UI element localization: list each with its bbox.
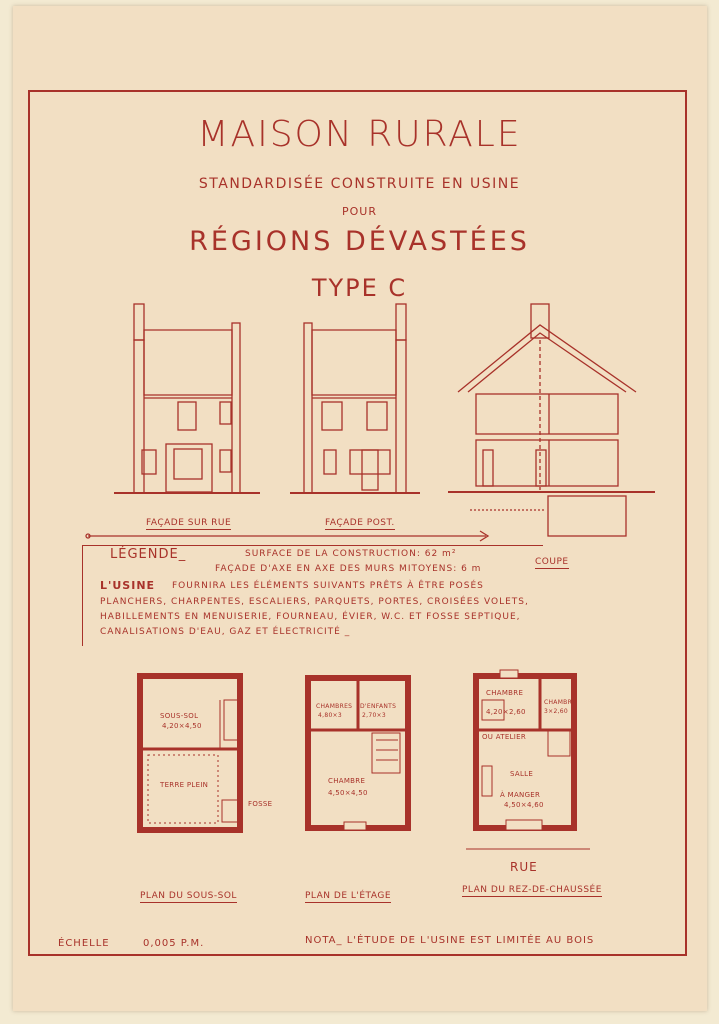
legend-surface: SURFACE DE LA CONSTRUCTION: 62 m² xyxy=(245,549,457,559)
legend-line-2: PLANCHERS, CHARPENTES, ESCALIERS, PARQUETS, PORTES, CROISÉES VOLETS, xyxy=(100,597,529,607)
room-atelier: OU ATELIER xyxy=(482,733,527,741)
room-chambre-etage: CHAMBRE xyxy=(328,777,366,785)
footer-nota: NOTA_ L'ÉTUDE DE L'USINE EST LIMITÉE AU BOIS xyxy=(305,935,595,946)
legend-usine-lead: L'USINE xyxy=(100,579,156,592)
caption-facade-rue: FAÇADE SUR RUE xyxy=(146,518,232,528)
caption-plan-rez: PLAN DU REZ-DE-CHAUSSÉE xyxy=(462,885,602,895)
plan-etage xyxy=(308,678,408,830)
room-chambres-dim: 4,80×3 xyxy=(318,712,343,719)
room-a-manger-dim: 4,50×4,60 xyxy=(504,801,544,809)
room-chambre-etage-dim: 4,50×4,50 xyxy=(328,789,368,797)
caption-coupe: COUPE xyxy=(535,557,569,567)
plan-sous-sol xyxy=(140,676,240,830)
plan-rez-de-chaussee xyxy=(466,670,590,849)
room-sous-sol-dim: 4,20×4,50 xyxy=(162,722,202,730)
section-coupe xyxy=(448,304,655,536)
label-rue: RUE xyxy=(510,860,538,874)
room-terre-plein: TERRE PLEIN xyxy=(160,781,209,789)
regions-heading: RÉGIONS DÉVASTÉES xyxy=(189,226,530,257)
legend-label: LÉGENDE_ xyxy=(110,547,187,562)
footer-scale: 0,005 P.M. xyxy=(143,938,205,949)
legend-usine-text: FOURNIRA LES ÉLÉMENTS SUIVANTS PRÊTS À ÊTRE POSÉS xyxy=(172,581,484,591)
room-enfants-dim: 2,70×3 xyxy=(362,712,387,719)
room-chambre-rez-2-dim: 3×2,60 xyxy=(544,708,569,715)
caption-plan-sous-sol: PLAN DU SOUS-SOL xyxy=(140,891,237,901)
caption-plan-etage: PLAN DE L'ÉTAGE xyxy=(305,891,392,901)
subtitle: STANDARDISÉE CONSTRUITE EN USINE xyxy=(198,176,521,192)
room-chambre-rez-dim: 4,20×2,60 xyxy=(486,708,526,716)
facade-post-elevation xyxy=(290,304,420,493)
room-enfants: D'ENFANTS xyxy=(360,703,397,710)
room-chambre-rez: CHAMBRE xyxy=(486,689,524,697)
type-heading: TYPE C xyxy=(311,274,408,302)
room-chambres: CHAMBRES xyxy=(316,703,353,710)
room-sous-sol: SOUS-SOL xyxy=(160,712,199,720)
footer-echelle: ÉCHELLE xyxy=(58,938,110,949)
legend-line-4: CANALISATIONS D'EAU, GAZ ET ÉLECTRICITÉ _ xyxy=(100,627,351,637)
subtitle-pour: POUR xyxy=(342,205,377,218)
label-fosse: FOSSE xyxy=(248,800,273,808)
page-title: MAISON RURALE xyxy=(197,114,522,155)
room-a-manger: À MANGER xyxy=(500,791,541,799)
room-salle: SALLE xyxy=(510,770,534,778)
facade-rue-elevation xyxy=(114,304,260,493)
legend-facade-axe: FAÇADE D'AXE EN AXE DES MURS MITOYENS: 6 m xyxy=(215,564,482,574)
caption-facade-post: FAÇADE POST. xyxy=(325,518,395,528)
legend-line-3: HABILLEMENTS EN MENUISERIE, FOURNEAU, ÉVIER, W.C. ET FOSSE SEPTIQUE, xyxy=(100,612,521,622)
room-chambre-rez-2: CHAMBRE xyxy=(544,699,577,706)
